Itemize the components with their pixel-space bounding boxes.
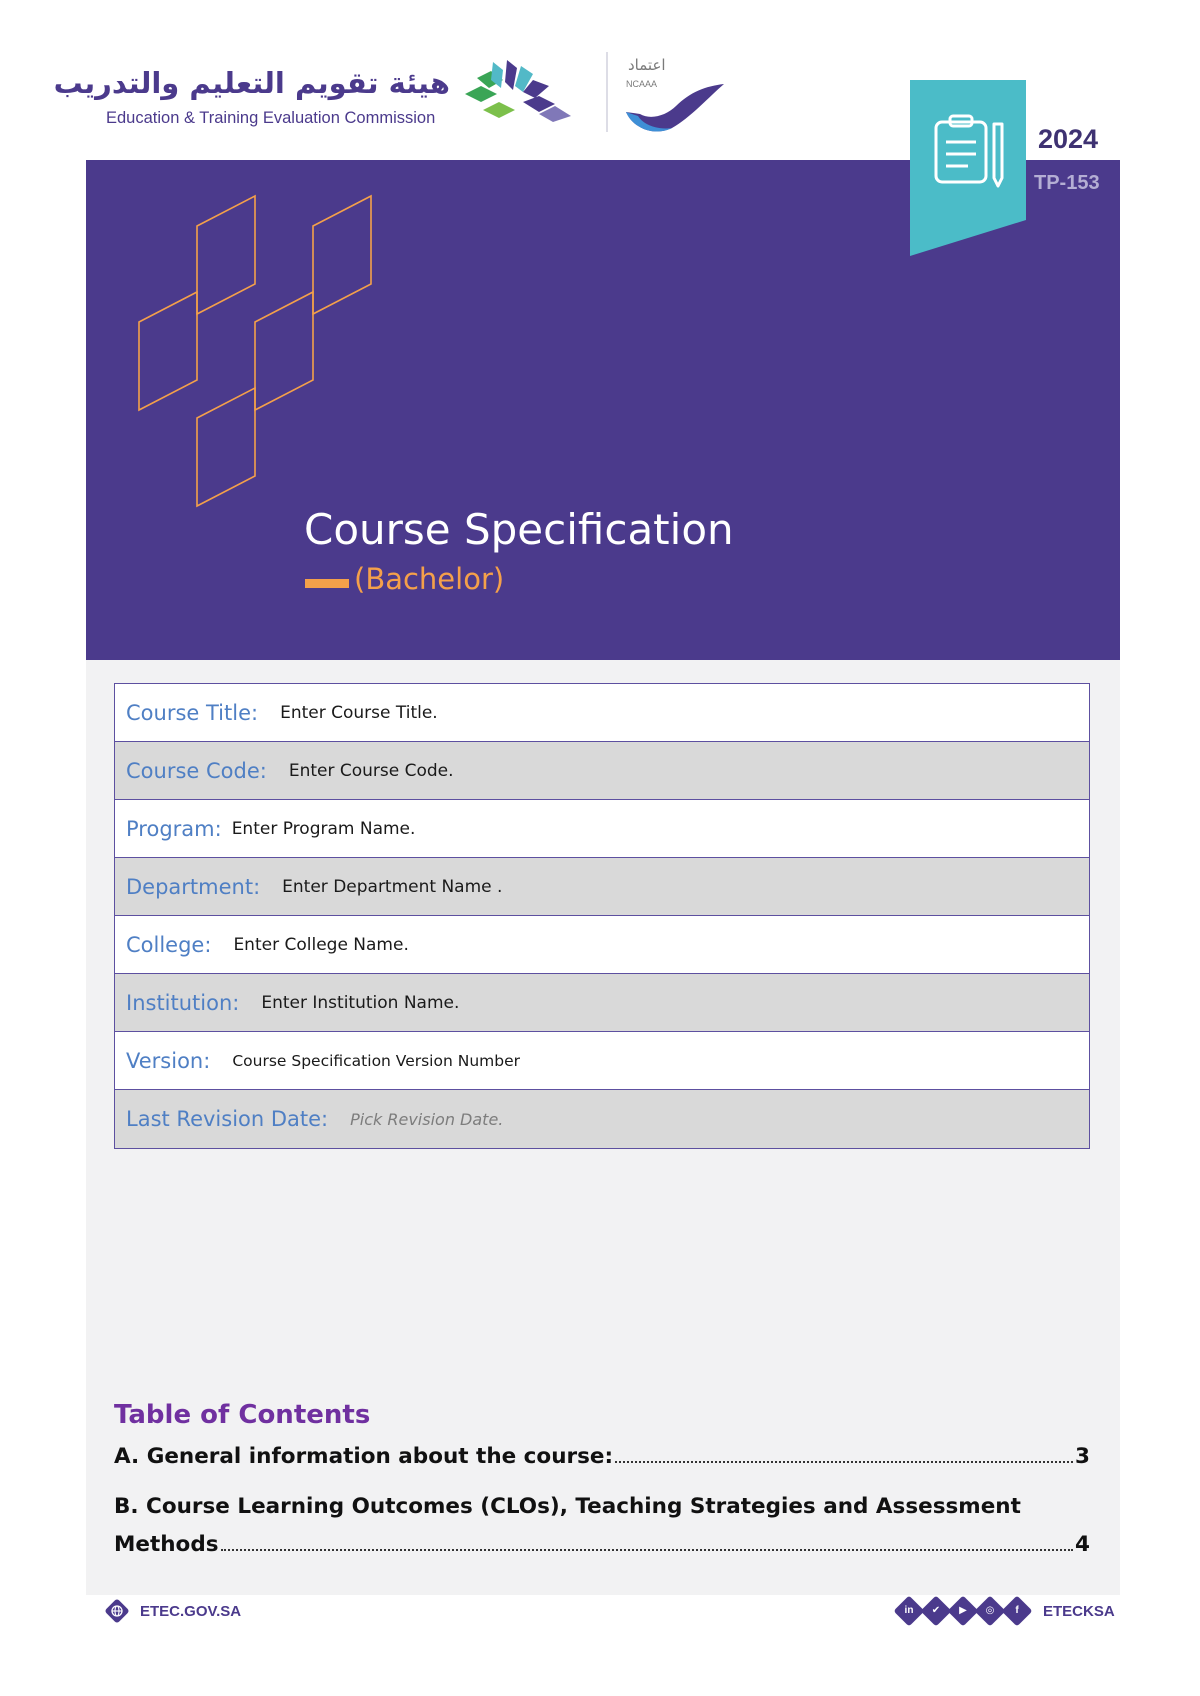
etec-name-english: Education & Training Evaluation Commission xyxy=(106,109,436,127)
toc-entry-a-page: 3 xyxy=(1075,1444,1090,1469)
toc-entry-a[interactable] xyxy=(114,1444,1090,1469)
footer-social xyxy=(898,1600,1115,1622)
template-code: TP-153 xyxy=(1034,172,1100,194)
etec-logo xyxy=(53,58,585,138)
etec-leaf-icon xyxy=(463,58,573,128)
course-code-field[interactable]: Enter Course Code. xyxy=(288,760,454,781)
version-row xyxy=(115,1032,1089,1090)
ncaaa-checkmark-icon xyxy=(620,72,730,138)
course-title-label: Course Title: xyxy=(126,700,259,725)
version-label: Version: xyxy=(126,1048,211,1073)
instagram-icon[interactable]: ◎ xyxy=(974,1595,1005,1626)
institution-row xyxy=(115,974,1089,1032)
linkedin-icon[interactable]: in xyxy=(893,1595,924,1626)
college-field[interactable]: Enter College Name. xyxy=(233,934,409,955)
institution-label: Institution: xyxy=(126,990,240,1015)
course-title-row xyxy=(115,684,1089,742)
last-revision-date-label: Last Revision Date: xyxy=(126,1107,329,1131)
toc-entry-b-text-line1[interactable]: B. Course Learning Outcomes (CLOs), Teaching Strategies and Assessment xyxy=(114,1494,1021,1519)
document-year: 2024 xyxy=(1038,124,1099,154)
document-tab xyxy=(910,80,1026,256)
ncaaa-name-english: NCAAA xyxy=(626,79,658,89)
verified-icon[interactable]: ✔ xyxy=(920,1595,951,1626)
globe-icon xyxy=(104,1598,130,1624)
version-field[interactable]: Course Specification Version Number xyxy=(232,1051,520,1070)
toc-entry-b[interactable] xyxy=(114,1532,1090,1557)
revision-date-picker[interactable]: Pick Revision Date. xyxy=(350,1109,504,1129)
footer-website[interactable] xyxy=(104,1598,241,1624)
department-field[interactable]: Enter Department Name . xyxy=(282,876,503,897)
toc-entry-a-text: A. General information about the course: xyxy=(114,1444,614,1469)
document-subtitle: (Bachelor) xyxy=(354,562,505,596)
toc-leader xyxy=(221,1548,1074,1551)
department-label: Department: xyxy=(126,874,261,899)
website-link[interactable]: ETEC.GOV.SA xyxy=(140,1602,242,1620)
course-title-field[interactable]: Enter Course Title. xyxy=(280,702,438,723)
toc-entry-b-text-line2: Methods xyxy=(114,1532,219,1557)
college-row xyxy=(115,916,1089,974)
last-revision-date-row xyxy=(115,1090,1089,1148)
facebook-icon[interactable]: f xyxy=(1001,1595,1032,1626)
ncaaa-name-arabic: اعتماد xyxy=(628,56,666,74)
toc-title: Table of Contents xyxy=(114,1400,371,1430)
program-field[interactable]: Enter Program Name. xyxy=(231,818,416,839)
department-row xyxy=(115,858,1089,916)
course-code-row xyxy=(115,742,1089,800)
institution-field[interactable]: Enter Institution Name. xyxy=(261,992,460,1013)
program-row xyxy=(115,800,1089,858)
program-label: Program: xyxy=(126,816,222,841)
toc-entry-b-page: 4 xyxy=(1075,1532,1090,1557)
course-code-label: Course Code: xyxy=(126,758,267,783)
social-handle[interactable]: ETECKSA xyxy=(1043,1602,1115,1620)
orange-line-pattern xyxy=(136,180,396,510)
toc-leader xyxy=(615,1460,1073,1463)
youtube-icon[interactable]: ▶ xyxy=(947,1595,978,1626)
college-label: College: xyxy=(126,932,212,957)
course-info-table xyxy=(114,683,1090,1149)
document-title: Course Specification xyxy=(304,505,734,554)
etec-name-arabic: هيئة تقويم التعليم والتدريب xyxy=(53,66,450,100)
ncaaa-logo xyxy=(620,52,730,138)
subtitle-dash xyxy=(305,579,349,588)
logo-divider xyxy=(606,52,608,132)
